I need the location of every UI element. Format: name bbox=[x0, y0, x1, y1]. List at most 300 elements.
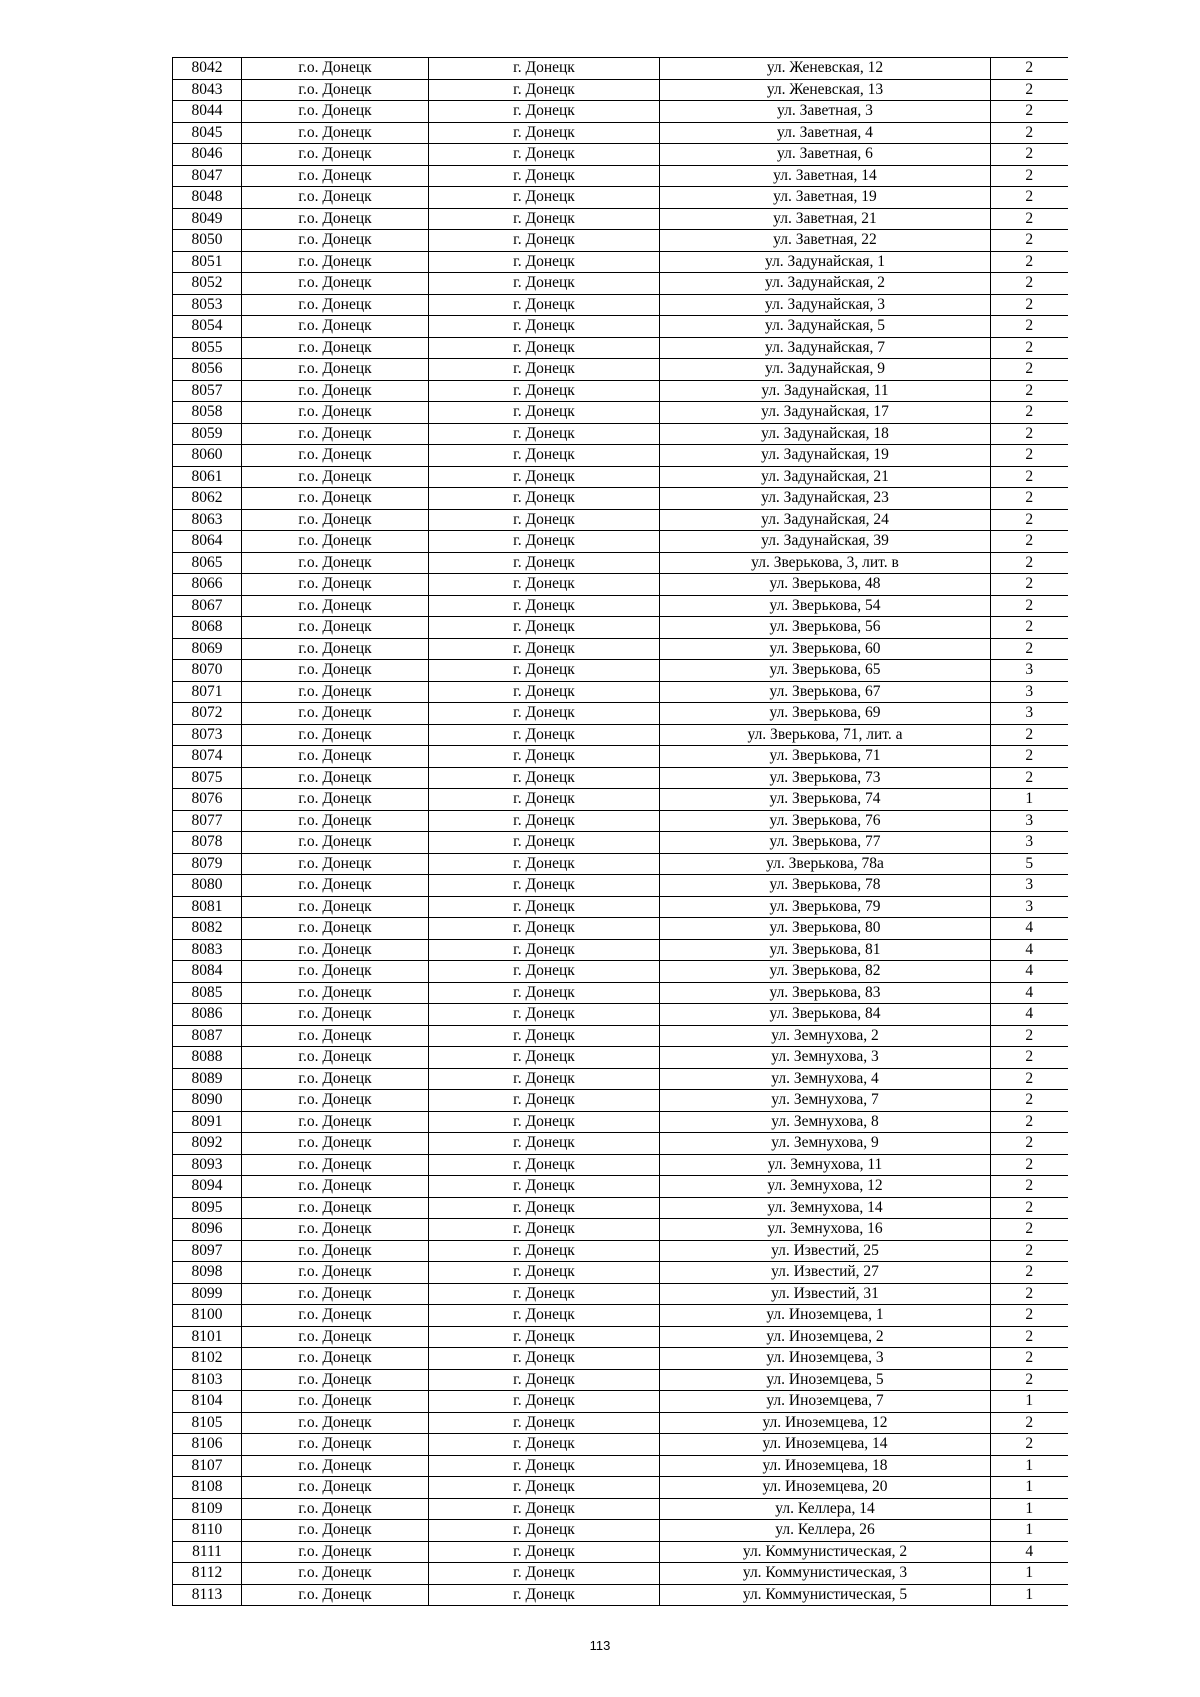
city-cell: г. Донецк bbox=[429, 466, 660, 488]
district-cell: г.о. Донецк bbox=[242, 1004, 429, 1026]
city-cell: г. Донецк bbox=[429, 724, 660, 746]
count-cell: 2 bbox=[991, 251, 1068, 273]
district-cell: г.о. Донецк bbox=[242, 1262, 429, 1284]
table-row bbox=[173, 1434, 1068, 1456]
district-cell: г.о. Донецк bbox=[242, 853, 429, 875]
row-number: 8044 bbox=[173, 101, 242, 123]
district-cell: г.о. Донецк bbox=[242, 531, 429, 553]
count-cell: 3 bbox=[991, 703, 1068, 725]
count-cell: 2 bbox=[991, 724, 1068, 746]
count-cell: 2 bbox=[991, 1133, 1068, 1155]
row-number: 8073 bbox=[173, 724, 242, 746]
table-row bbox=[173, 703, 1068, 725]
row-number: 8102 bbox=[173, 1348, 242, 1370]
city-cell: г. Донецк bbox=[429, 1240, 660, 1262]
count-cell: 2 bbox=[991, 1412, 1068, 1434]
address-cell: ул. Иноземцева, 3 bbox=[660, 1348, 991, 1370]
city-cell: г. Донецк bbox=[429, 939, 660, 961]
page-number: 113 bbox=[589, 1638, 611, 1653]
city-cell: г. Донецк bbox=[429, 531, 660, 553]
district-cell: г.о. Донецк bbox=[242, 574, 429, 596]
address-cell: ул. Зверькова, 71, лит. а bbox=[660, 724, 991, 746]
count-cell: 3 bbox=[991, 832, 1068, 854]
district-cell: г.о. Донецк bbox=[242, 251, 429, 273]
table-row bbox=[173, 918, 1068, 940]
district-cell: г.о. Донецк bbox=[242, 1391, 429, 1413]
row-number: 8056 bbox=[173, 359, 242, 381]
table-row bbox=[173, 273, 1068, 295]
row-number: 8072 bbox=[173, 703, 242, 725]
district-cell: г.о. Донецк bbox=[242, 1326, 429, 1348]
city-cell: г. Донецк bbox=[429, 746, 660, 768]
city-cell: г. Донецк bbox=[429, 853, 660, 875]
address-cell: ул. Заветная, 4 bbox=[660, 122, 991, 144]
address-cell: ул. Земнухова, 9 bbox=[660, 1133, 991, 1155]
table-row bbox=[173, 1047, 1068, 1069]
row-number: 8088 bbox=[173, 1047, 242, 1069]
row-number: 8109 bbox=[173, 1498, 242, 1520]
table-row bbox=[173, 58, 1068, 80]
city-cell: г. Донецк bbox=[429, 1455, 660, 1477]
count-cell: 5 bbox=[991, 853, 1068, 875]
row-number: 8079 bbox=[173, 853, 242, 875]
address-cell: ул. Иноземцева, 7 bbox=[660, 1391, 991, 1413]
count-cell: 3 bbox=[991, 896, 1068, 918]
row-number: 8078 bbox=[173, 832, 242, 854]
count-cell: 2 bbox=[991, 509, 1068, 531]
city-cell: г. Донецк bbox=[429, 1111, 660, 1133]
city-cell: г. Донецк bbox=[429, 488, 660, 510]
city-cell: г. Донецк bbox=[429, 187, 660, 209]
address-cell: ул. Задунайская, 17 bbox=[660, 402, 991, 424]
address-cell: ул. Заветная, 19 bbox=[660, 187, 991, 209]
count-cell: 3 bbox=[991, 681, 1068, 703]
count-cell: 1 bbox=[991, 1498, 1068, 1520]
count-cell: 2 bbox=[991, 359, 1068, 381]
district-cell: г.о. Донецк bbox=[242, 1584, 429, 1606]
address-table bbox=[172, 57, 1068, 1606]
address-cell: ул. Зверькова, 79 bbox=[660, 896, 991, 918]
district-cell: г.о. Донецк bbox=[242, 961, 429, 983]
count-cell: 2 bbox=[991, 316, 1068, 338]
district-cell: г.о. Донецк bbox=[242, 1348, 429, 1370]
city-cell: г. Донецк bbox=[429, 1047, 660, 1069]
city-cell: г. Донецк bbox=[429, 337, 660, 359]
city-cell: г. Донецк bbox=[429, 1412, 660, 1434]
count-cell: 2 bbox=[991, 1176, 1068, 1198]
table-row bbox=[173, 1391, 1068, 1413]
count-cell: 4 bbox=[991, 1004, 1068, 1026]
district-cell: г.о. Донецк bbox=[242, 509, 429, 531]
row-number: 8086 bbox=[173, 1004, 242, 1026]
row-number: 8046 bbox=[173, 144, 242, 166]
row-number: 8083 bbox=[173, 939, 242, 961]
address-cell: ул. Задунайская, 3 bbox=[660, 294, 991, 316]
row-number: 8089 bbox=[173, 1068, 242, 1090]
count-cell: 2 bbox=[991, 1348, 1068, 1370]
district-cell: г.о. Донецк bbox=[242, 982, 429, 1004]
row-number: 8092 bbox=[173, 1133, 242, 1155]
row-number: 8061 bbox=[173, 466, 242, 488]
district-cell: г.о. Донецк bbox=[242, 1111, 429, 1133]
row-number: 8049 bbox=[173, 208, 242, 230]
table-row bbox=[173, 423, 1068, 445]
district-cell: г.о. Донецк bbox=[242, 488, 429, 510]
table-row bbox=[173, 1326, 1068, 1348]
city-cell: г. Донецк bbox=[429, 1262, 660, 1284]
district-cell: г.о. Донецк bbox=[242, 681, 429, 703]
row-number: 8093 bbox=[173, 1154, 242, 1176]
district-cell: г.о. Донецк bbox=[242, 1047, 429, 1069]
city-cell: г. Донецк bbox=[429, 1004, 660, 1026]
district-cell: г.о. Донецк bbox=[242, 337, 429, 359]
count-cell: 2 bbox=[991, 294, 1068, 316]
city-cell: г. Донецк bbox=[429, 896, 660, 918]
table-row bbox=[173, 1305, 1068, 1327]
row-number: 8077 bbox=[173, 810, 242, 832]
district-cell: г.о. Донецк bbox=[242, 316, 429, 338]
district-cell: г.о. Донецк bbox=[242, 746, 429, 768]
table-row bbox=[173, 1068, 1068, 1090]
row-number: 8051 bbox=[173, 251, 242, 273]
district-cell: г.о. Донецк bbox=[242, 1455, 429, 1477]
table-row bbox=[173, 1154, 1068, 1176]
count-cell: 2 bbox=[991, 101, 1068, 123]
city-cell: г. Донецк bbox=[429, 316, 660, 338]
district-cell: г.о. Донецк bbox=[242, 273, 429, 295]
table-row bbox=[173, 660, 1068, 682]
city-cell: г. Донецк bbox=[429, 1520, 660, 1542]
table-row bbox=[173, 724, 1068, 746]
row-number: 8047 bbox=[173, 165, 242, 187]
district-cell: г.о. Донецк bbox=[242, 595, 429, 617]
count-cell: 2 bbox=[991, 1434, 1068, 1456]
table-row bbox=[173, 789, 1068, 811]
district-cell: г.о. Донецк bbox=[242, 1090, 429, 1112]
count-cell: 1 bbox=[991, 1563, 1068, 1585]
row-number: 8090 bbox=[173, 1090, 242, 1112]
row-number: 8104 bbox=[173, 1391, 242, 1413]
count-cell: 2 bbox=[991, 1262, 1068, 1284]
row-number: 8066 bbox=[173, 574, 242, 596]
table-row bbox=[173, 939, 1068, 961]
count-cell: 2 bbox=[991, 574, 1068, 596]
table-row bbox=[173, 251, 1068, 273]
address-cell: ул. Земнухова, 12 bbox=[660, 1176, 991, 1198]
count-cell: 2 bbox=[991, 187, 1068, 209]
count-cell: 2 bbox=[991, 767, 1068, 789]
district-cell: г.о. Донецк bbox=[242, 939, 429, 961]
count-cell: 2 bbox=[991, 552, 1068, 574]
count-cell: 1 bbox=[991, 1391, 1068, 1413]
district-cell: г.о. Донецк bbox=[242, 1563, 429, 1585]
row-number: 8059 bbox=[173, 423, 242, 445]
count-cell: 2 bbox=[991, 466, 1068, 488]
row-number: 8084 bbox=[173, 961, 242, 983]
count-cell: 2 bbox=[991, 1305, 1068, 1327]
count-cell: 2 bbox=[991, 1090, 1068, 1112]
table-row bbox=[173, 1197, 1068, 1219]
district-cell: г.о. Донецк bbox=[242, 165, 429, 187]
district-cell: г.о. Донецк bbox=[242, 1541, 429, 1563]
row-number: 8113 bbox=[173, 1584, 242, 1606]
city-cell: г. Донецк bbox=[429, 1584, 660, 1606]
address-cell: ул. Коммунистическая, 3 bbox=[660, 1563, 991, 1585]
district-cell: г.о. Донецк bbox=[242, 1305, 429, 1327]
table-row bbox=[173, 359, 1068, 381]
count-cell: 2 bbox=[991, 1283, 1068, 1305]
city-cell: г. Донецк bbox=[429, 1498, 660, 1520]
table-row bbox=[173, 122, 1068, 144]
city-cell: г. Донецк bbox=[429, 1090, 660, 1112]
address-cell: ул. Задунайская, 5 bbox=[660, 316, 991, 338]
count-cell: 2 bbox=[991, 122, 1068, 144]
address-cell: ул. Зверькова, 81 bbox=[660, 939, 991, 961]
row-number: 8108 bbox=[173, 1477, 242, 1499]
table-row bbox=[173, 982, 1068, 1004]
table-row bbox=[173, 1025, 1068, 1047]
row-number: 8087 bbox=[173, 1025, 242, 1047]
address-cell: ул. Зверькова, 80 bbox=[660, 918, 991, 940]
row-number: 8057 bbox=[173, 380, 242, 402]
table-row bbox=[173, 1412, 1068, 1434]
address-cell: ул. Земнухова, 7 bbox=[660, 1090, 991, 1112]
address-cell: ул. Иноземцева, 14 bbox=[660, 1434, 991, 1456]
address-cell: ул. Известий, 27 bbox=[660, 1262, 991, 1284]
city-cell: г. Донецк bbox=[429, 875, 660, 897]
row-number: 8068 bbox=[173, 617, 242, 639]
count-cell: 4 bbox=[991, 961, 1068, 983]
district-cell: г.о. Донецк bbox=[242, 918, 429, 940]
district-cell: г.о. Донецк bbox=[242, 724, 429, 746]
table-row bbox=[173, 1262, 1068, 1284]
city-cell: г. Донецк bbox=[429, 1219, 660, 1241]
city-cell: г. Донецк bbox=[429, 1154, 660, 1176]
row-number: 8082 bbox=[173, 918, 242, 940]
district-cell: г.о. Донецк bbox=[242, 767, 429, 789]
count-cell: 2 bbox=[991, 423, 1068, 445]
table-row bbox=[173, 1477, 1068, 1499]
address-cell: ул. Иноземцева, 20 bbox=[660, 1477, 991, 1499]
district-cell: г.о. Донецк bbox=[242, 1025, 429, 1047]
district-cell: г.о. Донецк bbox=[242, 1369, 429, 1391]
district-cell: г.о. Донецк bbox=[242, 58, 429, 80]
district-cell: г.о. Донецк bbox=[242, 1176, 429, 1198]
address-cell: ул. Земнухова, 3 bbox=[660, 1047, 991, 1069]
city-cell: г. Донецк bbox=[429, 660, 660, 682]
count-cell: 3 bbox=[991, 810, 1068, 832]
district-cell: г.о. Донецк bbox=[242, 423, 429, 445]
address-cell: ул. Известий, 25 bbox=[660, 1240, 991, 1262]
district-cell: г.о. Донецк bbox=[242, 660, 429, 682]
city-cell: г. Донецк bbox=[429, 1369, 660, 1391]
address-cell: ул. Иноземцева, 5 bbox=[660, 1369, 991, 1391]
table-row bbox=[173, 208, 1068, 230]
address-cell: ул. Зверькова, 77 bbox=[660, 832, 991, 854]
row-number: 8096 bbox=[173, 1219, 242, 1241]
address-cell: ул. Земнухова, 4 bbox=[660, 1068, 991, 1090]
count-cell: 2 bbox=[991, 1154, 1068, 1176]
row-number: 8106 bbox=[173, 1434, 242, 1456]
city-cell: г. Донецк bbox=[429, 1326, 660, 1348]
district-cell: г.о. Донецк bbox=[242, 1219, 429, 1241]
count-cell: 2 bbox=[991, 1369, 1068, 1391]
table-row bbox=[173, 1369, 1068, 1391]
city-cell: г. Донецк bbox=[429, 1133, 660, 1155]
district-cell: г.о. Донецк bbox=[242, 875, 429, 897]
row-number: 8043 bbox=[173, 79, 242, 101]
address-cell: ул. Земнухова, 11 bbox=[660, 1154, 991, 1176]
row-number: 8097 bbox=[173, 1240, 242, 1262]
district-cell: г.о. Донецк bbox=[242, 1133, 429, 1155]
table-row bbox=[173, 1133, 1068, 1155]
address-cell: ул. Коммунистическая, 2 bbox=[660, 1541, 991, 1563]
table-row bbox=[173, 165, 1068, 187]
row-number: 8048 bbox=[173, 187, 242, 209]
count-cell: 2 bbox=[991, 144, 1068, 166]
table-row bbox=[173, 1004, 1068, 1026]
count-cell: 2 bbox=[991, 230, 1068, 252]
city-cell: г. Донецк bbox=[429, 617, 660, 639]
count-cell: 2 bbox=[991, 337, 1068, 359]
row-number: 8098 bbox=[173, 1262, 242, 1284]
count-cell: 2 bbox=[991, 208, 1068, 230]
count-cell: 2 bbox=[991, 638, 1068, 660]
count-cell: 2 bbox=[991, 488, 1068, 510]
table-row bbox=[173, 1283, 1068, 1305]
city-cell: г. Донецк bbox=[429, 1305, 660, 1327]
district-cell: г.о. Донецк bbox=[242, 1240, 429, 1262]
table-row bbox=[173, 638, 1068, 660]
table-row bbox=[173, 445, 1068, 467]
count-cell: 2 bbox=[991, 617, 1068, 639]
city-cell: г. Донецк bbox=[429, 1434, 660, 1456]
row-number: 8052 bbox=[173, 273, 242, 295]
city-cell: г. Донецк bbox=[429, 144, 660, 166]
address-cell: ул. Зверькова, 82 bbox=[660, 961, 991, 983]
district-cell: г.о. Донецк bbox=[242, 1068, 429, 1090]
city-cell: г. Донецк bbox=[429, 703, 660, 725]
city-cell: г. Донецк bbox=[429, 122, 660, 144]
district-cell: г.о. Донецк bbox=[242, 445, 429, 467]
district-cell: г.о. Донецк bbox=[242, 402, 429, 424]
count-cell: 2 bbox=[991, 1326, 1068, 1348]
address-cell: ул. Зверькова, 84 bbox=[660, 1004, 991, 1026]
row-number: 8062 bbox=[173, 488, 242, 510]
count-cell: 2 bbox=[991, 1025, 1068, 1047]
row-number: 8074 bbox=[173, 746, 242, 768]
district-cell: г.о. Донецк bbox=[242, 359, 429, 381]
table-row bbox=[173, 187, 1068, 209]
table-row bbox=[173, 617, 1068, 639]
district-cell: г.о. Донецк bbox=[242, 101, 429, 123]
city-cell: г. Донецк bbox=[429, 251, 660, 273]
city-cell: г. Донецк bbox=[429, 1197, 660, 1219]
count-cell: 2 bbox=[991, 402, 1068, 424]
address-cell: ул. Зверькова, 48 bbox=[660, 574, 991, 596]
address-cell: ул. Зверькова, 54 bbox=[660, 595, 991, 617]
row-number: 8105 bbox=[173, 1412, 242, 1434]
count-cell: 2 bbox=[991, 273, 1068, 295]
district-cell: г.о. Донецк bbox=[242, 380, 429, 402]
table-row bbox=[173, 552, 1068, 574]
city-cell: г. Донецк bbox=[429, 294, 660, 316]
table-row bbox=[173, 681, 1068, 703]
table-row bbox=[173, 1541, 1068, 1563]
district-cell: г.о. Донецк bbox=[242, 466, 429, 488]
city-cell: г. Донецк bbox=[429, 552, 660, 574]
table-row bbox=[173, 574, 1068, 596]
city-cell: г. Донецк bbox=[429, 1563, 660, 1585]
city-cell: г. Донецк bbox=[429, 1283, 660, 1305]
address-cell: ул. Иноземцева, 1 bbox=[660, 1305, 991, 1327]
address-cell: ул. Задунайская, 24 bbox=[660, 509, 991, 531]
district-cell: г.о. Донецк bbox=[242, 638, 429, 660]
row-number: 8055 bbox=[173, 337, 242, 359]
address-cell: ул. Келлера, 14 bbox=[660, 1498, 991, 1520]
count-cell: 2 bbox=[991, 595, 1068, 617]
table-row bbox=[173, 1563, 1068, 1585]
city-cell: г. Донецк bbox=[429, 1068, 660, 1090]
district-cell: г.о. Донецк bbox=[242, 617, 429, 639]
address-cell: ул. Задунайская, 19 bbox=[660, 445, 991, 467]
address-cell: ул. Задунайская, 7 bbox=[660, 337, 991, 359]
table-row bbox=[173, 1090, 1068, 1112]
table-row bbox=[173, 101, 1068, 123]
district-cell: г.о. Донецк bbox=[242, 896, 429, 918]
district-cell: г.о. Донецк bbox=[242, 1283, 429, 1305]
table-row bbox=[173, 1240, 1068, 1262]
address-cell: ул. Иноземцева, 18 bbox=[660, 1455, 991, 1477]
address-cell: ул. Иноземцева, 2 bbox=[660, 1326, 991, 1348]
table-row bbox=[173, 144, 1068, 166]
city-cell: г. Донецк bbox=[429, 208, 660, 230]
district-cell: г.о. Донецк bbox=[242, 810, 429, 832]
table-row bbox=[173, 337, 1068, 359]
table-row bbox=[173, 810, 1068, 832]
district-cell: г.о. Донецк bbox=[242, 1154, 429, 1176]
address-cell: ул. Зверькова, 67 bbox=[660, 681, 991, 703]
city-cell: г. Донецк bbox=[429, 832, 660, 854]
address-cell: ул. Земнухова, 2 bbox=[660, 1025, 991, 1047]
city-cell: г. Донецк bbox=[429, 681, 660, 703]
district-cell: г.о. Донецк bbox=[242, 144, 429, 166]
city-cell: г. Донецк bbox=[429, 961, 660, 983]
table-row bbox=[173, 488, 1068, 510]
row-number: 8075 bbox=[173, 767, 242, 789]
city-cell: г. Донецк bbox=[429, 359, 660, 381]
city-cell: г. Донецк bbox=[429, 79, 660, 101]
count-cell: 2 bbox=[991, 1240, 1068, 1262]
district-cell: г.о. Донецк bbox=[242, 1477, 429, 1499]
address-cell: ул. Зверькова, 69 bbox=[660, 703, 991, 725]
city-cell: г. Донецк bbox=[429, 574, 660, 596]
row-number: 8110 bbox=[173, 1520, 242, 1542]
address-cell: ул. Зверькова, 74 bbox=[660, 789, 991, 811]
district-cell: г.о. Донецк bbox=[242, 79, 429, 101]
row-number: 8080 bbox=[173, 875, 242, 897]
table-row bbox=[173, 1176, 1068, 1198]
district-cell: г.о. Донецк bbox=[242, 1520, 429, 1542]
address-cell: ул. Задунайская, 2 bbox=[660, 273, 991, 295]
row-number: 8076 bbox=[173, 789, 242, 811]
address-cell: ул. Женевская, 13 bbox=[660, 79, 991, 101]
address-cell: ул. Заветная, 3 bbox=[660, 101, 991, 123]
row-number: 8101 bbox=[173, 1326, 242, 1348]
city-cell: г. Донецк bbox=[429, 423, 660, 445]
row-number: 8045 bbox=[173, 122, 242, 144]
count-cell: 2 bbox=[991, 746, 1068, 768]
